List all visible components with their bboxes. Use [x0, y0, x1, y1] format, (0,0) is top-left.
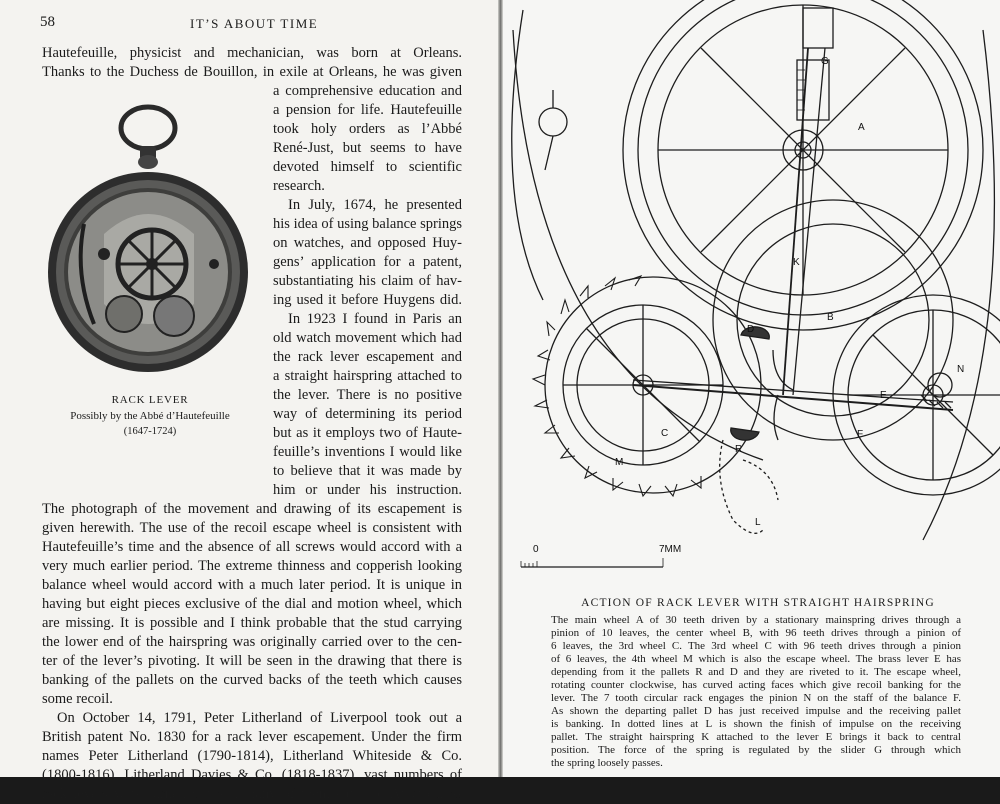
label-d: D: [747, 324, 755, 335]
caption-line: lever. The 7 tooth circular rack engages the pinion N on the staff of the balance F.: [551, 692, 961, 704]
body-line: old watch movement which had: [273, 330, 462, 346]
scale-length: 7MM: [659, 544, 682, 555]
caption-line: of 6 leaves, the 4th wheel M which is also the escape wheel. The brass lever E has: [551, 653, 961, 665]
caption-line: position. The force of the spring is regulated by the slider G through which: [551, 744, 961, 756]
photo-caption-attribution: Possibly by the Abbé d’Hautefeuille: [70, 410, 230, 422]
body-line: feuille’s inventions I would like: [273, 444, 462, 460]
body-line: are missing. It is possible and I think probable that the stud carrying: [42, 615, 462, 631]
body-line: research.: [273, 178, 325, 194]
caption-line: pinion of 10 leaves, the center wheel B, with 96 teeth drives through a pinion of: [551, 627, 961, 639]
body-line: In July, 1674, he presented: [288, 197, 462, 213]
running-head: IT’S ABOUT TIME: [190, 16, 319, 31]
scale-zero: 0: [533, 544, 539, 555]
caption-line: depending from it the pallets R and D and they are riveted to it. The escape wheel,: [551, 666, 961, 678]
caption-line: As shown the departing pallet D has just received impulse and the receiving pallet: [551, 705, 961, 717]
caption-line: The main wheel A of 30 teeth driven by a stationary mainspring drives through a: [551, 614, 961, 626]
body-line: on watches, and opposed Huy-: [273, 235, 462, 251]
label-e: E: [880, 390, 887, 401]
body-line: to believe that it was made by: [273, 463, 462, 479]
photo-caption-dates: (1647-1724): [123, 426, 177, 437]
body-line: The photograph of the movement and drawing of its escapement is: [42, 501, 462, 517]
body-line: having but eight pieces exclusive of the dial and motion wheel, which: [42, 596, 462, 612]
body-line: a pension for life. Hautefeuille: [273, 102, 462, 118]
figure-title: ACTION OF RACK LEVER WITH STRAIGHT HAIRSPRING: [581, 597, 935, 609]
body-line: substantiating his claim of hav-: [273, 273, 462, 289]
body-line: way of determining its period: [273, 406, 462, 422]
label-r: R: [735, 444, 743, 455]
label-m: M: [615, 457, 624, 468]
body-line: took holy orders as l’Abbé: [273, 121, 462, 137]
body-line: the lever. There is no positive: [273, 387, 462, 403]
body-line: (1800-1816), Litherland Davies & Co. (1818-1837), vast numbers of: [42, 767, 462, 783]
escapement-diagram: [503, 0, 1000, 580]
body-line: devoted himself to scientific: [273, 159, 462, 175]
watch-photograph: [44, 104, 256, 386]
caption-line: 6 leaves, the 3rd wheel C. The 3rd wheel C with 96 teeth drives through a pinion: [551, 640, 961, 652]
body-line: a straight hairspring attached to: [273, 368, 462, 384]
label-c: C: [661, 428, 669, 439]
body-line: a comprehensive education and: [273, 83, 462, 99]
body-line: gens’ application for a patent,: [273, 254, 462, 270]
body-line: the lower end of the hairspring was originally carried over to the cen-: [42, 634, 462, 650]
label-l: L: [755, 517, 761, 528]
body-line: given herewith. The use of the recoil escape wheel is consistent with: [42, 520, 462, 536]
body-line: balance wheel would accord with a much later period. It is unique in: [42, 577, 462, 593]
caption-line: pallet. The straight hairspring K attached to the lever E brings it back to central: [551, 731, 961, 743]
right-page: [503, 0, 1000, 777]
label-f: F: [857, 429, 864, 440]
label-g: G: [821, 56, 829, 67]
body-line: ing used it before Huygens did.: [273, 292, 462, 308]
body-line: very much earlier period. The extreme thinness and copperish looking: [42, 558, 462, 574]
caption-line: is banking. In dotted lines at L is shown the finish of impulse on the receiving: [551, 718, 961, 730]
body-line: On October 14, 1791, Peter Litherland of Liverpool took out a: [57, 710, 462, 726]
body-line: his idea of using balance springs: [273, 216, 462, 232]
body-line: ter of the lever’s pivoting. It will be seen in the drawing that there is: [42, 653, 462, 669]
label-k: K: [793, 257, 800, 268]
body-line: Hautefeuille, physicist and mechanician, was born at Orleans.: [42, 45, 462, 61]
photo-caption-title: RACK LEVER: [111, 394, 189, 406]
label-n: N: [957, 364, 965, 375]
caption-line: rotating counter clockwise, has curved acting faces which give recoil banking for the: [551, 679, 961, 691]
body-line: the rack lever escapement and: [273, 349, 462, 365]
body-line: names Peter Litherland (1790-1814), Litherland Whiteside & Co.: [42, 748, 462, 764]
page-number: 58: [40, 14, 55, 30]
body-line: rack levers were turned out and many of them came to America, as: [42, 786, 462, 802]
body-line: René-Just, but seems to have: [273, 140, 462, 156]
body-line: Hautefeuille’s time and the absence of all screws would accord with a: [42, 539, 462, 555]
body-line: him or under his instruction.: [273, 482, 462, 498]
body-line: British patent No. 1830 for a rack lever escapement. Under the firm: [42, 729, 462, 745]
body-line: banking of the pallets on the curved backs of the teeth which causes: [42, 672, 462, 688]
label-a: A: [858, 122, 865, 133]
body-line: In 1923 I found in Paris an: [288, 311, 462, 327]
left-page: [0, 0, 498, 802]
body-line: but as it employs two of Haute-: [273, 425, 462, 441]
body-line: some recoil.: [42, 691, 113, 707]
caption-line: the spring loosely passes.: [551, 757, 663, 769]
label-b: B: [827, 312, 834, 323]
body-line: Thanks to the Duchess de Bouillon, in exile at Orleans, he was given: [42, 64, 462, 80]
